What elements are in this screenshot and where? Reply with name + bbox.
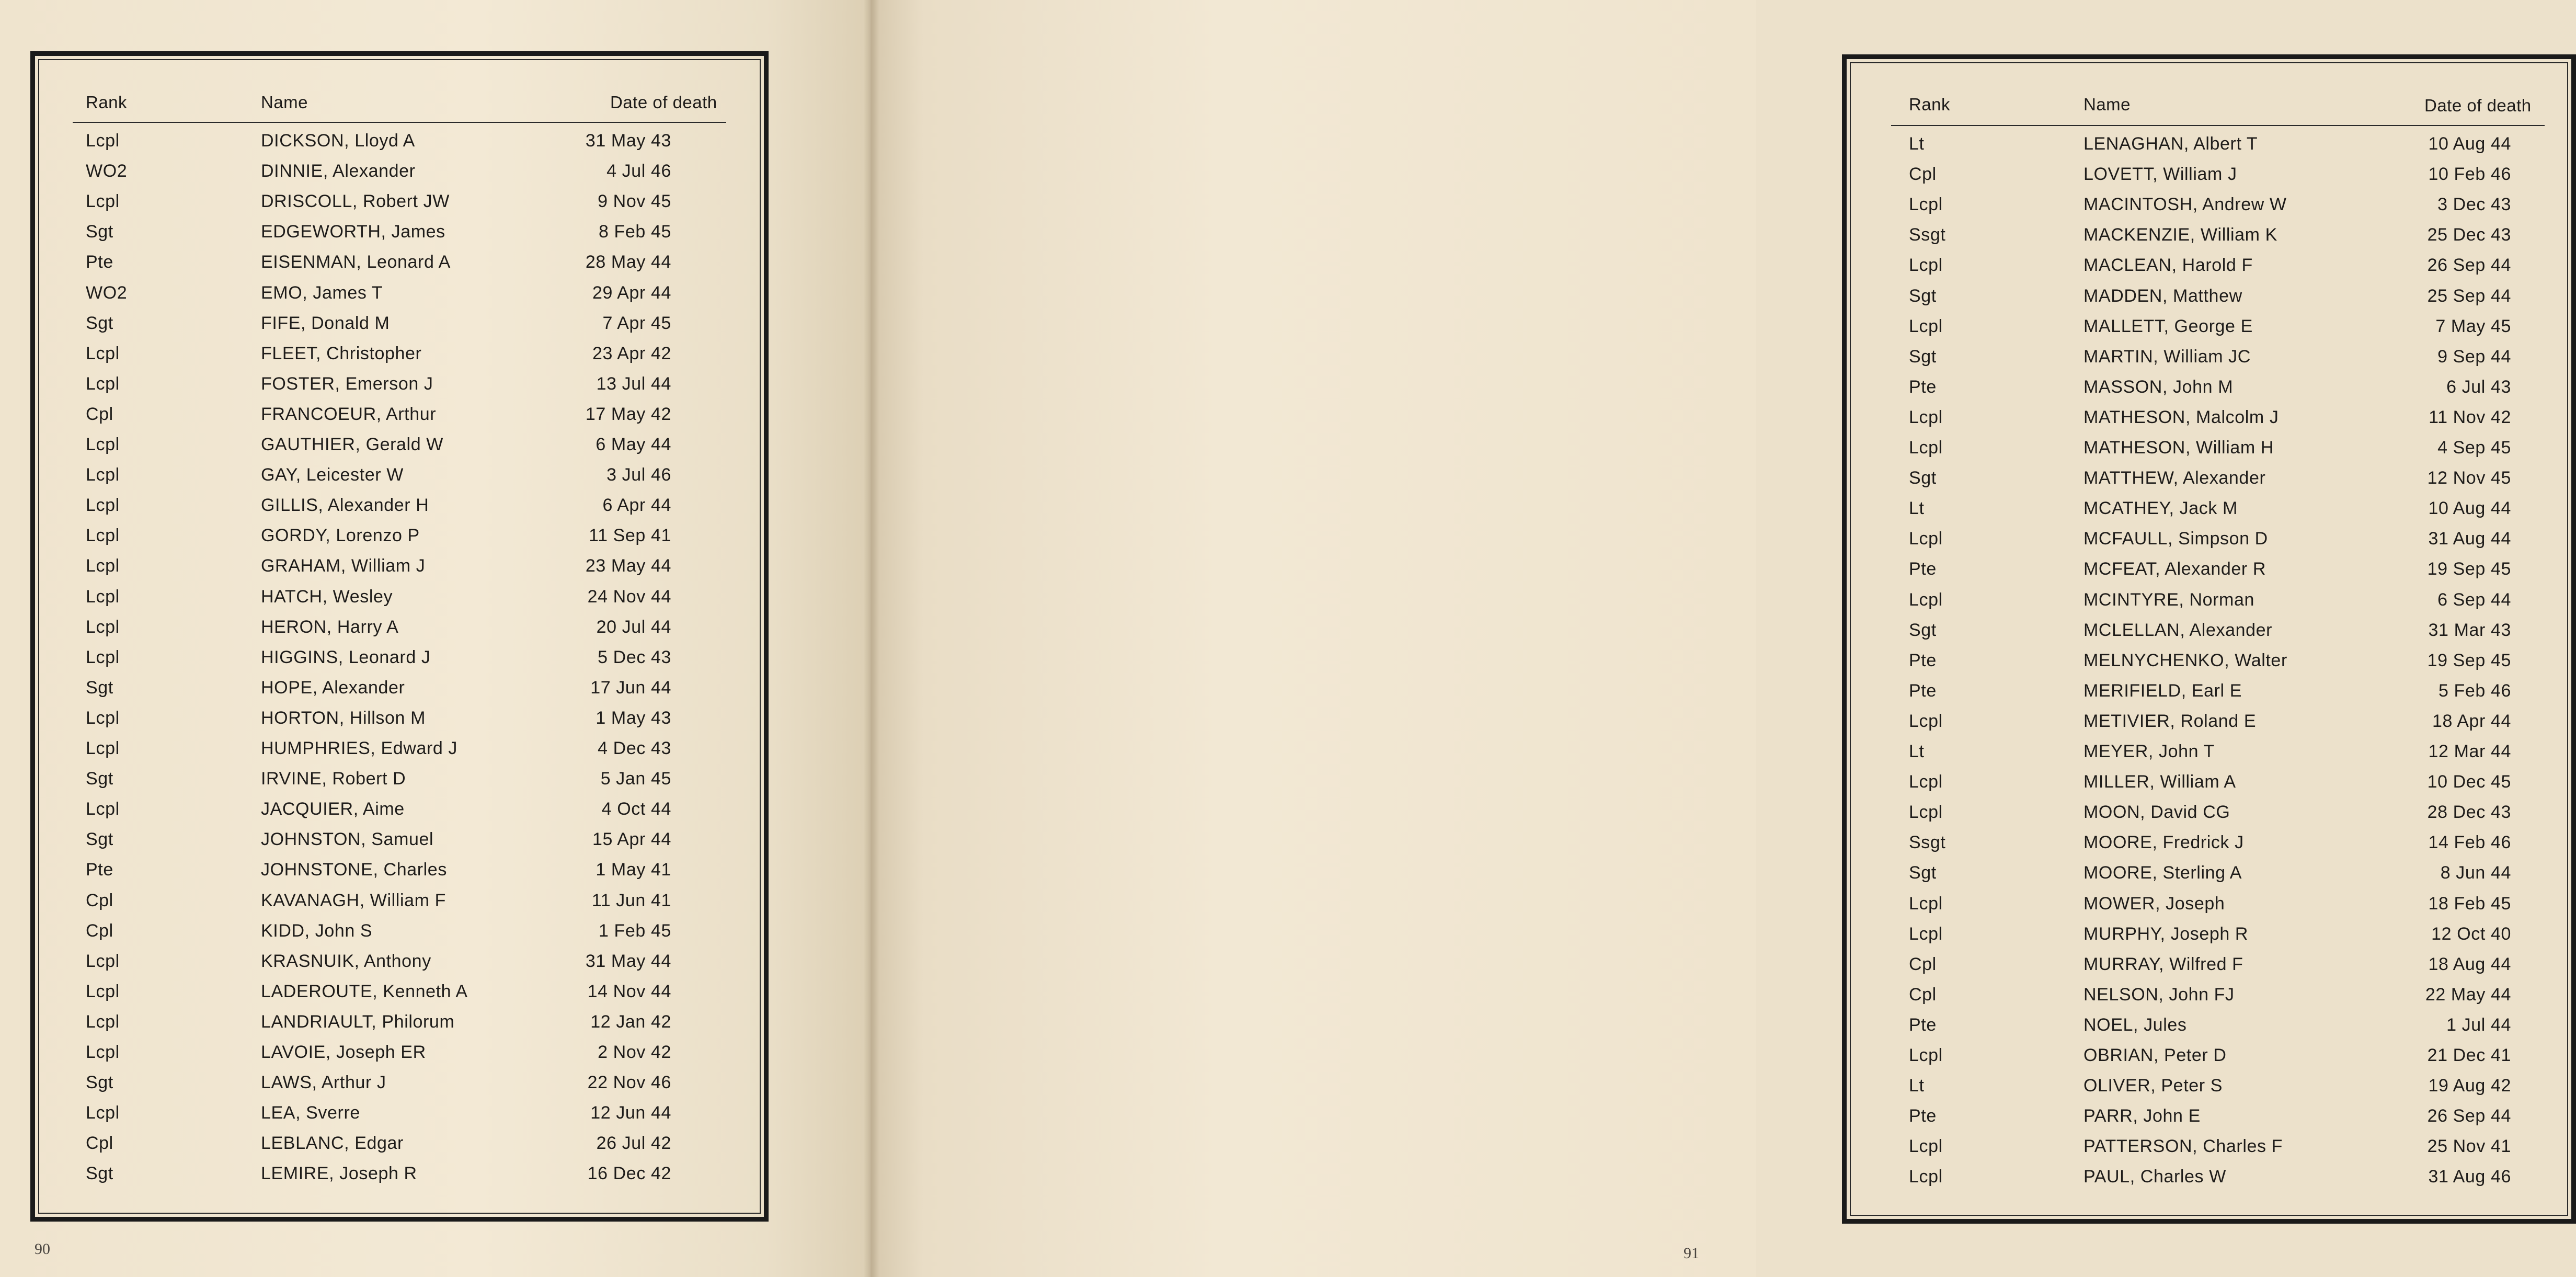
table-row [1909, 195, 2526, 225]
date-cell: 25 Nov 41 [2427, 1136, 2511, 1157]
rank-cell: Lcpl [86, 191, 120, 212]
table-row [86, 495, 703, 526]
table-row [1909, 134, 2526, 164]
name-cell: HUMPHRIES, Edward J [261, 738, 458, 758]
table-row [1909, 377, 2526, 407]
date-cell: 1 May 43 [596, 708, 671, 728]
rank-cell: Cpl [86, 1133, 113, 1154]
right-header-name: Name [2083, 95, 2131, 114]
table-row [86, 678, 703, 708]
table-row [1909, 559, 2526, 589]
rank-cell: Lcpl [86, 586, 120, 607]
rank-cell: Lcpl [1909, 711, 1943, 731]
name-cell: GORDY, Lorenzo P [261, 526, 420, 546]
name-cell: PARR, John E [2083, 1106, 2201, 1126]
name-cell: KRASNUIK, Anthony [261, 951, 431, 971]
table-row [1909, 316, 2526, 347]
date-cell: 10 Aug 44 [2428, 498, 2511, 519]
table-row [1909, 468, 2526, 498]
name-cell: LEBLANC, Edgar [261, 1133, 404, 1154]
table-row [1909, 1106, 2526, 1136]
table-row [1909, 620, 2526, 651]
table-row [86, 982, 703, 1012]
rank-cell: Lcpl [86, 981, 120, 1001]
rank-cell: Pte [1909, 680, 1937, 701]
left-header-rule [73, 122, 726, 123]
name-cell: MOORE, Fredrick J [2083, 833, 2244, 853]
rank-cell: Lcpl [1909, 316, 1943, 336]
table-row [1909, 802, 2526, 833]
table-row [1909, 407, 2526, 438]
name-cell: MACKENZIE, William K [2083, 225, 2277, 245]
table-row [86, 161, 703, 191]
table-row [1909, 286, 2526, 316]
rank-cell: Lcpl [1909, 772, 1943, 792]
date-cell: 25 Sep 44 [2427, 286, 2511, 306]
date-cell: 8 Jun 44 [2440, 863, 2511, 883]
rank-cell: Lcpl [86, 799, 120, 819]
date-cell: 6 Jul 43 [2446, 377, 2511, 397]
name-cell: LAVOIE, Joseph ER [261, 1042, 426, 1062]
date-cell: 4 Dec 43 [598, 738, 671, 758]
date-cell: 14 Nov 44 [587, 981, 671, 1001]
name-cell: MURRAY, Wilfred F [2083, 954, 2243, 974]
table-row [86, 1164, 703, 1194]
rank-cell: Lt [1909, 498, 1925, 519]
name-cell: MCINTYRE, Norman [2083, 589, 2254, 610]
date-cell: 19 Sep 45 [2427, 650, 2511, 670]
table-row [86, 799, 703, 829]
rank-cell: Cpl [86, 890, 113, 910]
name-cell: LAWS, Arthur J [261, 1073, 386, 1093]
name-cell: MERIFIELD, Earl E [2083, 680, 2242, 701]
name-cell: KIDD, John S [261, 920, 373, 941]
date-cell: 26 Sep 44 [2427, 255, 2511, 276]
table-row [86, 829, 703, 860]
date-cell: 10 Feb 46 [2428, 164, 2511, 185]
name-cell: NELSON, John FJ [2083, 984, 2235, 1005]
table-row [1909, 985, 2526, 1015]
date-cell: 3 Jul 46 [606, 465, 671, 485]
date-cell: 18 Apr 44 [2432, 711, 2511, 731]
name-cell: IRVINE, Robert D [261, 769, 406, 789]
table-row [1909, 164, 2526, 195]
name-cell: GAY, Leicester W [261, 465, 404, 485]
rank-cell: Lt [1909, 1076, 1925, 1096]
date-cell: 6 May 44 [596, 435, 671, 454]
date-cell: 17 Jun 44 [590, 677, 671, 698]
rank-cell: Sgt [86, 769, 113, 789]
rank-cell: Lcpl [86, 738, 120, 758]
date-cell: 5 Jan 45 [600, 769, 671, 789]
table-row [1909, 347, 2526, 377]
name-cell: MATTHEW, Alexander [2083, 468, 2266, 488]
name-cell: NOEL, Jules [2083, 1014, 2187, 1035]
name-cell: FLEET, Christopher [261, 343, 422, 363]
name-cell: OLIVER, Peter S [2083, 1076, 2223, 1096]
table-row [86, 1012, 703, 1042]
table-row [86, 283, 703, 313]
date-cell: 24 Nov 44 [587, 586, 671, 607]
date-cell: 12 Jun 44 [590, 1103, 671, 1123]
table-row [86, 951, 703, 982]
table-row [1909, 498, 2526, 529]
date-cell: 9 Nov 45 [598, 191, 671, 212]
date-cell: 23 May 44 [585, 556, 671, 576]
name-cell: HERON, Harry A [261, 617, 399, 637]
date-cell: 6 Apr 44 [602, 495, 671, 516]
table-row [86, 647, 703, 678]
date-cell: 11 Sep 41 [589, 526, 671, 546]
rank-cell: Sgt [1909, 468, 1937, 488]
date-cell: 12 Oct 40 [2431, 923, 2511, 944]
date-cell: 18 Aug 44 [2428, 954, 2511, 974]
rank-cell: Pte [1909, 650, 1937, 670]
name-cell: LADEROUTE, Kenneth A [261, 981, 468, 1001]
date-cell: 19 Sep 45 [2427, 559, 2511, 579]
table-row [86, 222, 703, 252]
date-cell: 31 Mar 43 [2428, 620, 2511, 640]
rank-cell: Cpl [1909, 164, 1937, 185]
table-row [86, 556, 703, 586]
rank-cell: Lcpl [86, 373, 120, 394]
name-cell: HOPE, Alexander [261, 677, 405, 698]
name-cell: MASSON, John M [2083, 377, 2234, 397]
table-row [86, 708, 703, 738]
table-row [86, 921, 703, 951]
name-cell: HORTON, Hillson M [261, 708, 426, 728]
right-table-frame [1842, 54, 2576, 1224]
date-cell: 18 Feb 45 [2428, 893, 2511, 914]
date-cell: 12 Mar 44 [2428, 742, 2511, 761]
left-table-frame [30, 51, 769, 1222]
table-row [86, 1103, 703, 1133]
name-cell: PAUL, Charles W [2083, 1167, 2226, 1187]
name-cell: HIGGINS, Leonard J [261, 647, 431, 667]
date-cell: 26 Jul 42 [596, 1133, 671, 1154]
left-page [0, 0, 871, 1277]
rank-cell: Lt [1909, 742, 1925, 761]
name-cell: DICKSON, Lloyd A [261, 131, 415, 151]
rank-cell: Pte [1909, 559, 1937, 579]
table-row [86, 252, 703, 282]
name-cell: LENAGHAN, Albert T [2083, 134, 2258, 154]
date-cell: 15 Apr 44 [592, 829, 671, 850]
rank-cell: Sgt [86, 1073, 113, 1093]
rank-cell: Lcpl [86, 1042, 120, 1062]
table-row [86, 738, 703, 769]
name-cell: FRANCOEUR, Arthur [261, 404, 437, 424]
rank-cell: Lcpl [1909, 529, 1943, 549]
name-cell: DINNIE, Alexander [261, 161, 416, 181]
date-cell: 4 Jul 46 [606, 161, 671, 181]
rank-cell: Sgt [1909, 346, 1937, 367]
rank-cell: Cpl [86, 404, 113, 424]
date-cell: 13 Jul 44 [596, 373, 671, 394]
rank-cell: Lcpl [1909, 923, 1943, 944]
table-row [1909, 742, 2526, 772]
table-row [1909, 438, 2526, 468]
date-cell: 14 Feb 46 [2428, 833, 2511, 853]
date-cell: 28 Dec 43 [2427, 802, 2511, 823]
date-cell: 10 Aug 44 [2428, 134, 2511, 154]
table-row [1909, 1076, 2526, 1106]
name-cell: MATHESON, William H [2083, 438, 2274, 458]
date-cell: 20 Jul 44 [596, 617, 671, 637]
table-row [86, 313, 703, 344]
name-cell: MADDEN, Matthew [2083, 286, 2242, 306]
right-page [871, 0, 2532, 1277]
rank-cell: Lcpl [86, 1103, 120, 1123]
date-cell: 11 Nov 42 [2429, 407, 2511, 427]
table-row [1909, 1045, 2526, 1076]
table-row [86, 526, 703, 556]
name-cell: LEA, Sverre [261, 1103, 360, 1123]
date-cell: 31 May 44 [585, 951, 671, 971]
left-header-rank: Rank [86, 93, 128, 112]
name-cell: FOSTER, Emerson J [261, 373, 433, 394]
rank-cell: Sgt [1909, 863, 1937, 883]
date-cell: 7 May 45 [2435, 316, 2511, 336]
date-cell: 4 Sep 45 [2437, 438, 2511, 458]
rank-cell: Lcpl [1909, 195, 1943, 215]
name-cell: MILLER, William A [2083, 772, 2236, 792]
name-cell: OBRIAN, Peter D [2083, 1045, 2227, 1065]
date-cell: 23 Apr 42 [592, 343, 671, 363]
rank-cell: Pte [86, 860, 113, 880]
name-cell: MACLEAN, Harold F [2083, 255, 2253, 276]
rank-cell: Lcpl [86, 647, 120, 667]
table-row [1909, 255, 2526, 286]
table-row [1909, 711, 2526, 742]
rank-cell: Lcpl [86, 495, 120, 516]
name-cell: MEYER, John T [2083, 742, 2215, 761]
date-cell: 8 Feb 45 [598, 222, 671, 242]
rank-cell: Lcpl [86, 131, 120, 151]
right-header-rank: Rank [1909, 95, 1951, 114]
rank-cell: Lcpl [86, 1011, 120, 1032]
name-cell: METIVIER, Roland E [2083, 711, 2257, 731]
table-row [1909, 225, 2526, 255]
name-cell: EISENMAN, Leonard A [261, 252, 451, 272]
rank-cell: WO2 [86, 282, 128, 303]
date-cell: 3 Dec 43 [2437, 195, 2511, 215]
rank-cell: Lcpl [1909, 802, 1943, 823]
table-row [1909, 954, 2526, 985]
date-cell: 11 Jun 41 [591, 890, 671, 910]
table-row [1909, 529, 2526, 559]
right-header-rule [1891, 125, 2545, 126]
date-cell: 17 May 42 [585, 404, 671, 424]
name-cell: MATHESON, Malcolm J [2083, 407, 2279, 427]
name-cell: MCLELLAN, Alexander [2083, 620, 2273, 640]
date-cell: 1 May 41 [596, 860, 671, 880]
rank-cell: Sgt [86, 677, 113, 698]
name-cell: DRISCOLL, Robert JW [261, 191, 450, 212]
name-cell: MACINTOSH, Andrew W [2083, 195, 2287, 215]
left-header-date: Date of death [610, 93, 717, 112]
rank-cell: Cpl [86, 920, 113, 941]
rank-cell: Cpl [1909, 954, 1937, 974]
table-row [1909, 1136, 2526, 1167]
date-cell: 19 Aug 42 [2428, 1076, 2511, 1096]
date-cell: 5 Dec 43 [598, 647, 671, 667]
rank-cell: Cpl [1909, 984, 1937, 1005]
table-row [86, 769, 703, 799]
date-cell: 21 Dec 41 [2427, 1045, 2511, 1065]
rank-cell: Lcpl [1909, 1045, 1943, 1065]
rank-cell: Sgt [1909, 620, 1937, 640]
table-row [86, 191, 703, 222]
name-cell: MURPHY, Joseph R [2083, 923, 2249, 944]
rank-cell: Pte [1909, 377, 1937, 397]
rank-cell: Sgt [86, 1164, 113, 1184]
rank-cell: Lt [1909, 134, 1925, 154]
table-row [86, 860, 703, 890]
table-row [86, 404, 703, 435]
table-row [86, 374, 703, 404]
name-cell: GILLIS, Alexander H [261, 495, 429, 516]
rank-cell: Lcpl [1909, 1136, 1943, 1157]
table-row [1909, 833, 2526, 863]
name-cell: MALLETT, George E [2083, 316, 2253, 336]
name-cell: PATTERSON, Charles F [2083, 1136, 2283, 1157]
rank-cell: WO2 [86, 161, 128, 181]
date-cell: 22 Nov 46 [587, 1073, 671, 1093]
left-header-name: Name [261, 93, 308, 112]
name-cell: GRAHAM, William J [261, 556, 426, 576]
name-cell: LOVETT, William J [2083, 164, 2237, 185]
rank-cell: Pte [1909, 1014, 1937, 1035]
date-cell: 6 Sep 44 [2437, 589, 2511, 610]
table-row [1909, 894, 2526, 924]
table-row [86, 617, 703, 647]
table-row [86, 1042, 703, 1073]
rank-cell: Lcpl [86, 951, 120, 971]
rank-cell: Lcpl [1909, 438, 1943, 458]
rank-cell: Lcpl [86, 435, 120, 454]
name-cell: HATCH, Wesley [261, 586, 393, 607]
name-cell: LEMIRE, Joseph R [261, 1164, 417, 1184]
table-row [86, 435, 703, 465]
date-cell: 31 May 43 [585, 131, 671, 151]
book-gutter [864, 0, 879, 1277]
rank-cell: Ssgt [1909, 833, 1946, 853]
rank-cell: Ssgt [1909, 225, 1946, 245]
name-cell: JOHNSTONE, Charles [261, 860, 447, 880]
rank-cell: Lcpl [86, 708, 120, 728]
date-cell: 9 Sep 44 [2437, 346, 2511, 367]
date-cell: 28 May 44 [585, 252, 671, 272]
date-cell: 22 May 44 [2425, 984, 2511, 1005]
table-row [86, 131, 703, 161]
date-cell: 16 Dec 42 [587, 1164, 671, 1184]
table-row [1909, 590, 2526, 620]
table-row [1909, 924, 2526, 954]
table-row [1909, 1167, 2526, 1197]
rank-cell: Lcpl [1909, 893, 1943, 914]
date-cell: 26 Sep 44 [2427, 1106, 2511, 1126]
name-cell: JOHNSTON, Samuel [261, 829, 434, 850]
name-cell: MOORE, Sterling A [2083, 863, 2242, 883]
rank-cell: Sgt [1909, 286, 1937, 306]
name-cell: KAVANAGH, William F [261, 890, 446, 910]
table-row [1909, 863, 2526, 893]
table-row [1909, 772, 2526, 802]
rank-cell: Lcpl [86, 617, 120, 637]
rank-cell: Sgt [86, 829, 113, 850]
date-cell: 1 Feb 45 [598, 920, 671, 941]
table-row [86, 1073, 703, 1103]
table-row [86, 1133, 703, 1164]
table-row [86, 344, 703, 374]
name-cell: LANDRIAULT, Philorum [261, 1011, 455, 1032]
rank-cell: Sgt [86, 313, 113, 333]
rank-cell: Lcpl [86, 465, 120, 485]
date-cell: 29 Apr 44 [592, 282, 671, 303]
name-cell: EDGEWORTH, James [261, 222, 445, 242]
name-cell: MCATHEY, Jack M [2083, 498, 2238, 519]
date-cell: 12 Jan 42 [590, 1011, 671, 1032]
rank-cell: Lcpl [86, 343, 120, 363]
name-cell: MCFAULL, Simpson D [2083, 529, 2268, 549]
rank-cell: Pte [1909, 1106, 1937, 1126]
date-cell: 25 Dec 43 [2427, 225, 2511, 245]
table-row [1909, 1015, 2526, 1045]
date-cell: 12 Nov 45 [2427, 468, 2511, 488]
rank-cell: Lcpl [1909, 1167, 1943, 1187]
rank-cell: Lcpl [1909, 407, 1943, 427]
table-row [1909, 681, 2526, 711]
rank-cell: Lcpl [86, 556, 120, 576]
date-cell: 4 Oct 44 [601, 799, 671, 819]
right-page-number: 91 [1684, 1245, 1699, 1262]
name-cell: MARTIN, William JC [2083, 346, 2251, 367]
rank-cell: Lcpl [86, 526, 120, 546]
date-cell: 10 Dec 45 [2427, 772, 2511, 792]
name-cell: FIFE, Donald M [261, 313, 390, 333]
name-cell: MCFEAT, Alexander R [2083, 559, 2266, 579]
rank-cell: Sgt [86, 222, 113, 242]
date-cell: 7 Apr 45 [602, 313, 671, 333]
name-cell: MOON, David CG [2083, 802, 2230, 823]
name-cell: JACQUIER, Aime [261, 799, 405, 819]
name-cell: MOWER, Joseph [2083, 893, 2225, 914]
name-cell: EMO, James T [261, 282, 383, 303]
date-cell: 31 Aug 44 [2428, 529, 2511, 549]
left-page-number: 90 [35, 1240, 50, 1258]
table-row [86, 891, 703, 921]
date-cell: 1 Jul 44 [2446, 1014, 2511, 1035]
right-header-date: Date of death [2424, 96, 2532, 115]
name-cell: MELNYCHENKO, Walter [2083, 650, 2287, 670]
table-row [86, 465, 703, 495]
date-cell: 31 Aug 46 [2428, 1167, 2511, 1187]
rank-cell: Pte [86, 252, 113, 272]
rank-cell: Lcpl [1909, 589, 1943, 610]
date-cell: 2 Nov 42 [598, 1042, 671, 1062]
name-cell: GAUTHIER, Gerald W [261, 435, 443, 454]
rank-cell: Lcpl [1909, 255, 1943, 276]
table-row [86, 587, 703, 617]
table-row [1909, 651, 2526, 681]
date-cell: 5 Feb 46 [2438, 680, 2511, 701]
